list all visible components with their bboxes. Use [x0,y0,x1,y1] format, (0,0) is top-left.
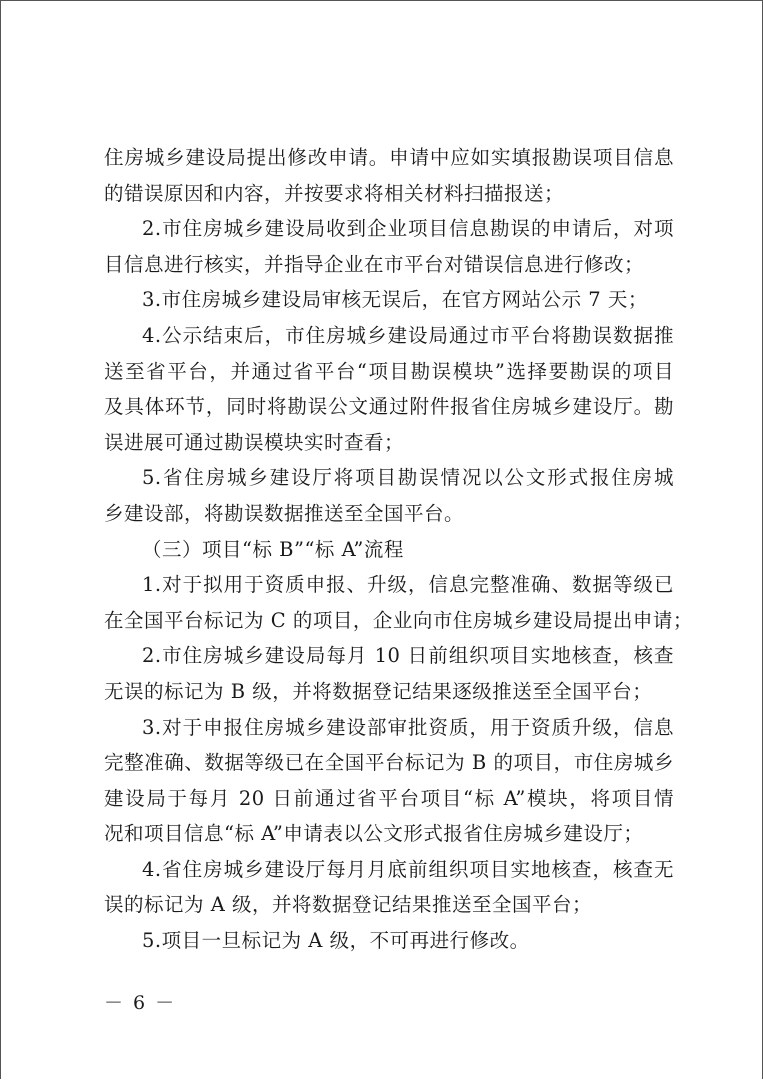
text-line: 2.市住房城乡建设局每月 10 日前组织项目实地核查，核查 [142,644,674,668]
text-line: 乡建设部，将勘误数据推送至全国平台。 [104,501,465,525]
text-line: 误进展可通过勘误模块实时查看； [104,430,405,454]
document-body [104,140,693,959]
text-line: 无误的标记为 B 级，并将数据登记结果逐级推送至全国平台； [104,679,653,703]
text-line: 5.省住房城乡建设厅将项目勘误情况以公文形式报住房城 [142,466,674,490]
text-line: 在全国平台标记为 C 的项目，企业向市住房城乡建设局提出申请； [104,608,693,632]
text-line: 4.公示结束后，市住房城乡建设局通过市平台将勘误数据推 [142,323,674,347]
page-number: － 6 － [104,992,177,1014]
text-line: 2.市住房城乡建设局收到企业项目信息勘误的申请后，对项 [142,217,674,241]
text-line: 的错误原因和内容，并按要求将相关材料扫描报送； [104,181,565,205]
text-line: 建设局于每月 20 日前通过省平台项目“标 A”模块，将项目情 [104,786,674,810]
text-line: 4.省住房城乡建设厅每月月底前组织项目实地核查，核查无 [142,857,674,881]
text-line: 3.对于申报住房城乡建设部审批资质，用于资质升级，信息 [142,715,674,739]
text-line: 误的标记为 A 级，并将数据登记结果推送至全国平台； [104,893,592,917]
text-line: 送至省平台，并通过省平台“项目勘误模块”选择要勘误的项目 [104,359,674,383]
text-line: 目信息进行核实，并指导企业在市平台对错误信息进行修改； [104,252,645,276]
text-line: 况和项目信息“标 A”申请表以公文形式报省住房城乡建设厅； [104,822,644,846]
text-line: 5.项目一旦标记为 A 级，不可再进行修改。 [142,929,530,953]
text-line: 住房城乡建设局提出修改申请。申请中应如实填报勘误项目信息 [104,146,674,169]
text-line: 1.对于拟用于资质申报、升级，信息完整准确、数据等级已 [142,573,674,597]
section-heading: （三）项目“标 B”“标 A”流程 [142,537,404,561]
text-line: 完整准确、数据等级已在全国平台标记为 B 的项目，市住房城乡 [104,751,674,775]
text-line: 及具体环节，同时将勘误公文通过附件报省住房城乡建设厅。勘 [104,395,674,419]
text-line: 3.市住房城乡建设局审核无误后，在官方网站公示 7 天； [142,288,648,312]
